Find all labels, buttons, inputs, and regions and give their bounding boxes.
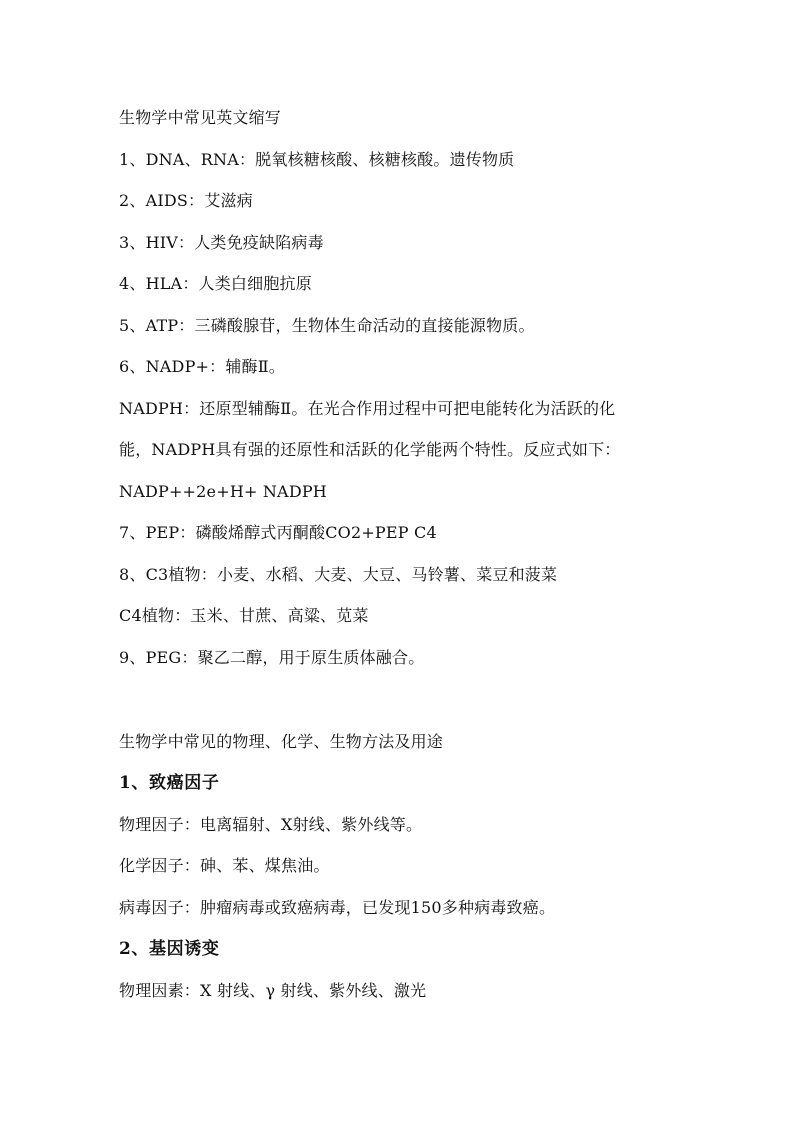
- abbr-line-atp: 5、ATP：三磷酸腺苷，生物体生命活动的直接能源物质。: [119, 316, 535, 335]
- abbr-line-hla: 4、HLA：人类白细胞抗原: [119, 274, 312, 293]
- carcinogen-chemical: 化学因子：砷、苯、煤焦油。: [119, 856, 330, 875]
- abbr-line-aids: 2、AIDS：艾滋病: [119, 191, 253, 210]
- abbr-line-dna-rna: 1、DNA、RNA：脱氧核糖核酸、核糖核酸。遗传物质: [119, 150, 515, 169]
- mutagen-physical: 物理因素：X 射线、γ 射线、紫外线、激光: [119, 981, 427, 1000]
- abbr-line-c3-plants: 8、C3植物：小麦、水稻、大麦、大豆、马铃薯、菜豆和菠菜: [119, 565, 558, 584]
- section-heading-methods: 生物学中常见的物理、化学、生物方法及用途: [119, 732, 444, 751]
- subheading-carcinogens: 1、致癌因子: [119, 773, 220, 793]
- abbr-line-peg: 9、PEG：聚乙二醇，用于原生质体融合。: [119, 648, 425, 667]
- carcinogen-viral: 病毒因子：肿瘤病毒或致癌病毒，已发现150多种病毒致癌。: [119, 898, 556, 917]
- abbr-line-hiv: 3、HIV：人类免疫缺陷病毒: [119, 233, 324, 252]
- abbr-line-c4-plants: C4植物：玉米、甘蔗、高粱、苋菜: [119, 606, 369, 625]
- subheading-mutagenesis: 2、基因诱变: [119, 939, 220, 959]
- abbr-line-nadph-1: NADPH：还原型辅酶Ⅱ。在光合作用过程中可把电能转化为活跃的化: [119, 399, 616, 418]
- abbr-line-pep: 7、PEP：磷酸烯醇式丙酮酸CO2+PEP C4: [119, 523, 437, 542]
- section-heading-abbreviations: 生物学中常见英文缩写: [119, 108, 282, 127]
- carcinogen-physical: 物理因子：电离辐射、X射线、紫外线等。: [119, 815, 423, 834]
- abbr-line-reaction: NADP++2e+H+ NADPH: [119, 482, 327, 501]
- abbr-line-nadp: 6、NADP+：辅酶Ⅱ。: [119, 357, 286, 376]
- abbr-line-nadph-2: 能，NADPH具有强的还原性和活跃的化学能两个特性。反应式如下：: [119, 440, 621, 459]
